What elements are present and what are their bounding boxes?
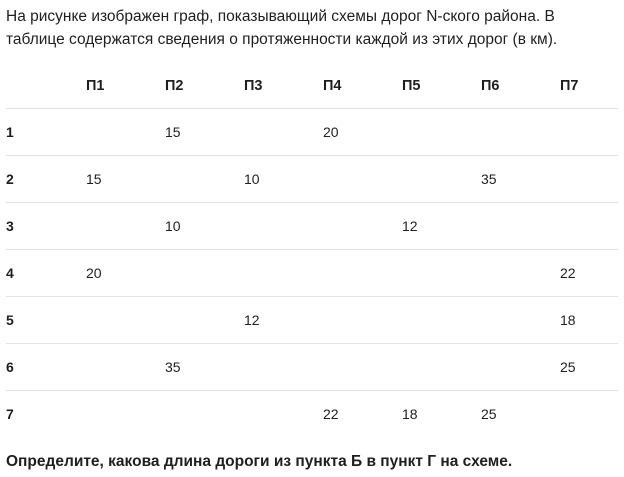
row-header: 6	[6, 344, 86, 391]
table-cell	[86, 203, 165, 250]
table-cell: 25	[560, 344, 618, 391]
table-cell	[165, 391, 244, 438]
intro-text: На рисунке изображен граф, показывающий схемы дорог N-ского района. В таблице содержатся сведения о протяженности каждой из этих дорог (в км).	[6, 8, 558, 48]
column-header: П7	[560, 64, 618, 109]
table-cell	[481, 250, 560, 297]
table-cell: 18	[560, 297, 618, 344]
table-cell	[402, 156, 481, 203]
table-cell: 18	[402, 406, 418, 422]
table-cell: 15	[86, 156, 165, 203]
table-cell	[86, 109, 165, 156]
table-header-row	[6, 64, 618, 109]
row-header: 5	[6, 297, 86, 344]
column-header: П6	[481, 64, 560, 109]
table-cell	[86, 391, 165, 438]
table-cell: 35	[165, 344, 244, 391]
table-cell: 22	[323, 406, 339, 422]
table-cell	[86, 344, 165, 391]
column-header: П2	[165, 64, 244, 109]
table-cell	[481, 109, 560, 156]
column-header: П3	[244, 64, 323, 109]
table-cell: 10	[244, 156, 323, 203]
table-cell	[244, 250, 323, 297]
table-cell	[481, 344, 560, 391]
table-cell: 20	[86, 250, 165, 297]
column-header: П1	[86, 64, 165, 109]
table-cell	[402, 109, 481, 156]
row-header: 4	[6, 250, 86, 297]
table-cell	[402, 297, 481, 344]
table-cell: 22	[560, 250, 618, 297]
table-cell	[560, 109, 618, 156]
table-cell	[165, 250, 244, 297]
table-cell	[86, 297, 165, 344]
table-row	[6, 203, 618, 250]
table-cell: 10	[165, 203, 244, 250]
table-row	[6, 297, 618, 344]
table-row	[6, 109, 618, 156]
table-cell	[244, 391, 323, 438]
table-cell	[165, 156, 244, 203]
table-row	[6, 344, 618, 391]
table-cell: 15	[165, 109, 244, 156]
question-text: Определите, какова длина дороги из пункта Б в пункт Г на схеме.	[6, 453, 513, 470]
row-header: 3	[6, 203, 86, 250]
table-row	[6, 156, 618, 203]
row-header: 1	[6, 109, 86, 156]
table-cell	[323, 297, 402, 344]
column-header: П5	[402, 64, 481, 109]
table-cell	[323, 344, 402, 391]
table-cell	[323, 156, 402, 203]
table-cell	[165, 297, 244, 344]
table-cell	[560, 203, 618, 250]
table-cell	[244, 344, 323, 391]
table-cell: 12	[402, 203, 481, 250]
road-distance-table	[6, 64, 618, 437]
corner-header	[6, 64, 86, 109]
table-cell	[560, 391, 618, 438]
table-cell: 20	[323, 109, 402, 156]
column-header: П4	[323, 64, 402, 109]
row-header: 2	[6, 156, 86, 203]
table-cell	[402, 250, 481, 297]
table-cell	[323, 203, 402, 250]
row-header: 7	[6, 406, 14, 422]
table-cell	[402, 344, 481, 391]
table-cell	[244, 109, 323, 156]
table-cell: 25	[481, 406, 497, 422]
table-cell	[481, 203, 560, 250]
table-cell: 12	[244, 297, 323, 344]
table-cell	[481, 297, 560, 344]
table-cell	[323, 250, 402, 297]
table-row	[6, 391, 618, 438]
table-cell: 35	[481, 156, 560, 203]
table-cell	[244, 203, 323, 250]
table-row	[6, 250, 618, 297]
table-cell	[560, 156, 618, 203]
